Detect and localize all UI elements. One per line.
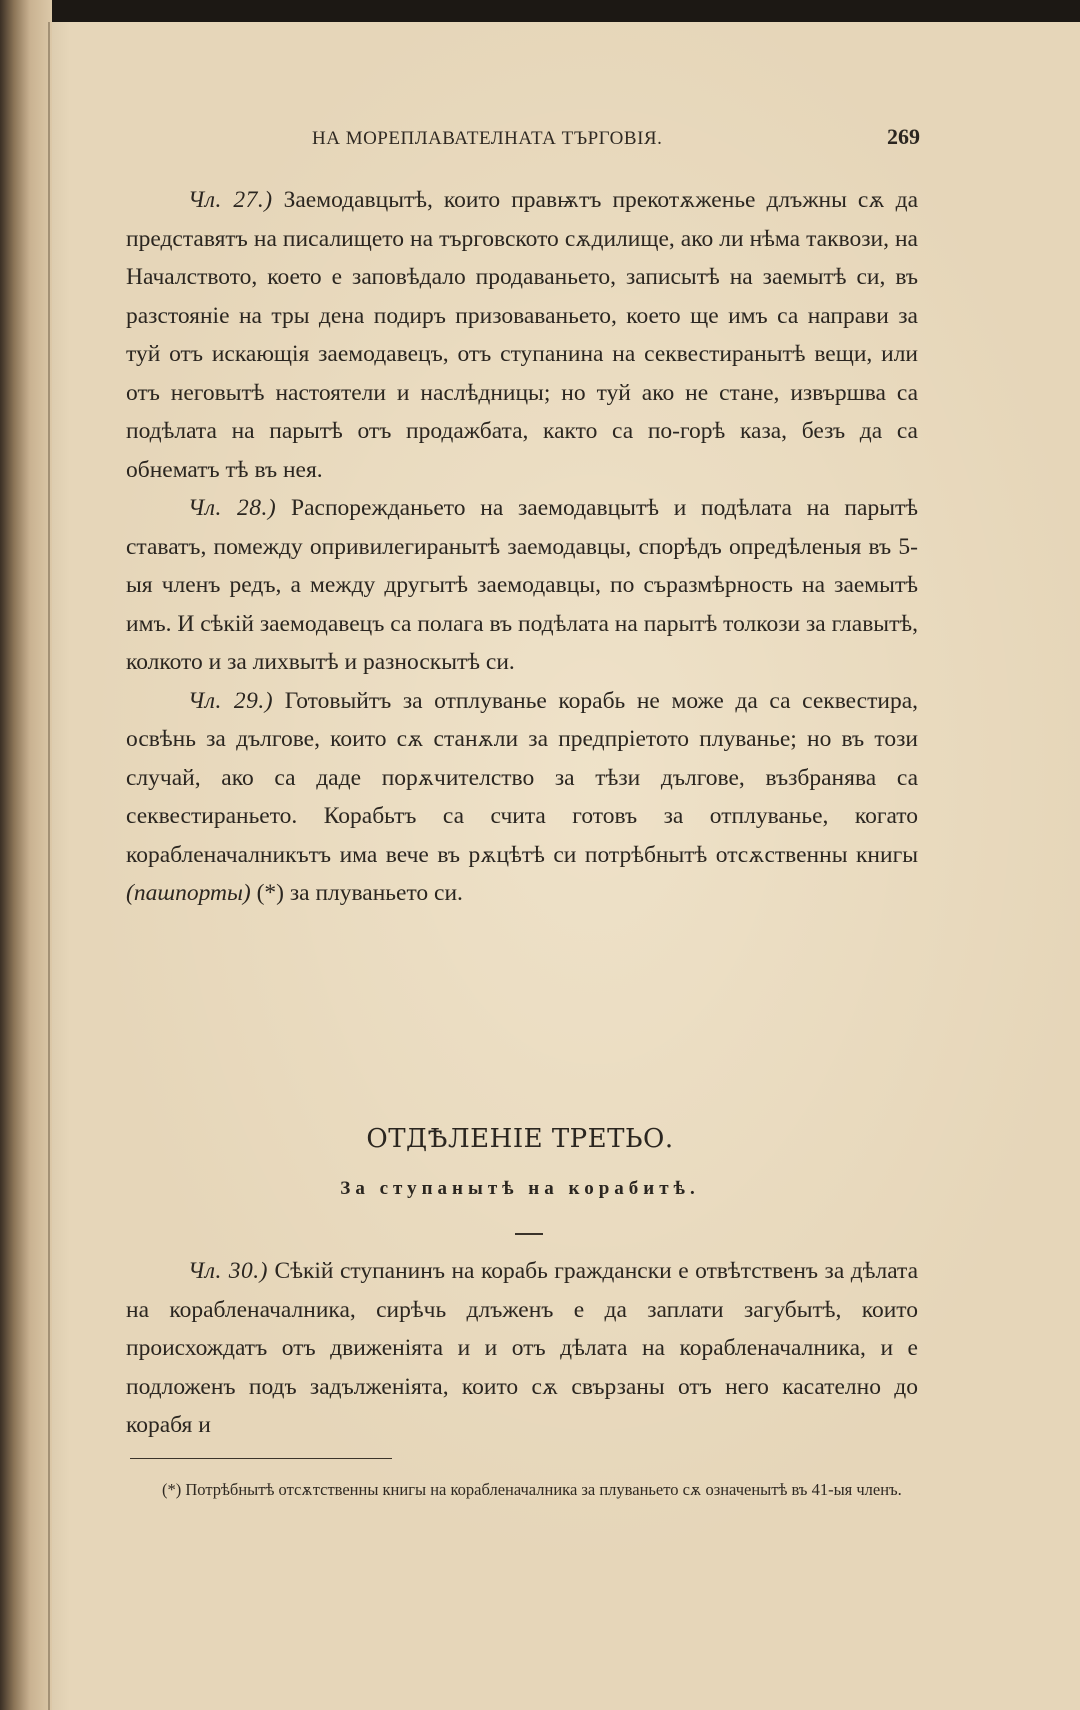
article-28 <box>126 489 918 682</box>
article-29 <box>126 682 918 913</box>
article-text: Готовыйтъ за отплуванье корабь не може да са секвестира, освѣнь за дългове, които сѫ станѫли за предпріетото плуванье; но въ този случай, ако са даде порѫчителство за тѣзи дългове, възбранява са секвестираньето. Корабьтъ са счита готовъ за отплуванье, когато корабленачалникътъ има вече въ рѫцѣтѣ си потрѣбнытѣ отсѫственны книгы <box>126 687 919 868</box>
article-label: Чл. 27.) <box>188 187 273 213</box>
scan-top-edge <box>0 0 1080 22</box>
section-divider <box>515 1233 543 1235</box>
footnote-rule <box>130 1458 392 1459</box>
main-text <box>126 181 918 913</box>
article-label: Чл. 30.) <box>188 1258 269 1284</box>
article-27 <box>126 181 918 489</box>
book-spine <box>0 0 52 1710</box>
running-title: НА МОРЕПЛАВАТЕЛНАТА ТЪРГОВІЯ. <box>312 128 663 149</box>
article-emphasis: (пашпорты) <box>126 880 251 906</box>
section-subtitle: За ступанытѣ на корабитѣ. <box>340 1178 700 1199</box>
section-text <box>126 1252 918 1445</box>
footnote: (*) Потрѣбнытѣ отсѫтственны книгы на корабленачалника за плуваньето сѫ означенытѣ въ 41-ыя членъ. <box>162 1480 902 1499</box>
article-text: Распорежданьето на заемодавцытѣ и подѣлата на парытѣ ставатъ, помежду опривилегиранытѣ заемодавцы, спорѣдъ опредѣленыя въ 5-ыя членъ редъ, а между другытѣ заемодавцы, по съразмѣрность на заемытѣ имъ. И сѣкій заемодавецъ са полага въ подѣлата на парытѣ толкози за главытѣ, колкото и за лихвытѣ и разноскытѣ си. <box>126 495 919 675</box>
article-text: Сѣкій ступанинъ на корабь граждански е отвѣтственъ за дѣлата на корабленачалника, сирѣчь длъженъ е да заплати загубытѣ, които происхождатъ отъ движеніята и и отъ дѣлата на корабленачалника, и е подложенъ подъ задълженіята, които сѫ свързаны отъ него касателно до корабя и <box>126 1258 919 1438</box>
article-label: Чл. 28.) <box>188 495 277 521</box>
gutter-line <box>48 22 50 1710</box>
article-30 <box>126 1252 918 1445</box>
page-header <box>120 124 920 158</box>
article-label: Чл. 29.) <box>188 687 274 714</box>
article-text: Заемодавцытѣ, които правѭтъ прекотѫженье длъжны сѫ да представятъ на писалището на търговското сѫдилище, ако ли нѣма таквози, на Началството, което е заповѣдало продаваньето, записытѣ на заемытѣ си, въ разстояніе на тры дена подиръ призоваваньето, което ще имъ са направи за туй отъ искающія заемодавецъ, отъ ступанина на секвестиранытѣ вещи, или отъ неговытѣ настоятели и наслѣдницы; но туй ако не стане, извършва са подѣлата на парытѣ отъ продажбата, както са по-горѣ каза, безъ да са обнематъ тѣ въ нея. <box>126 187 919 483</box>
section-title: ОТДѢЛЕНІЕ ТРЕТЬО. <box>366 1124 674 1154</box>
page-number: 269 <box>887 124 920 149</box>
article-text-end: (*) за плуваньето си. <box>256 880 463 906</box>
